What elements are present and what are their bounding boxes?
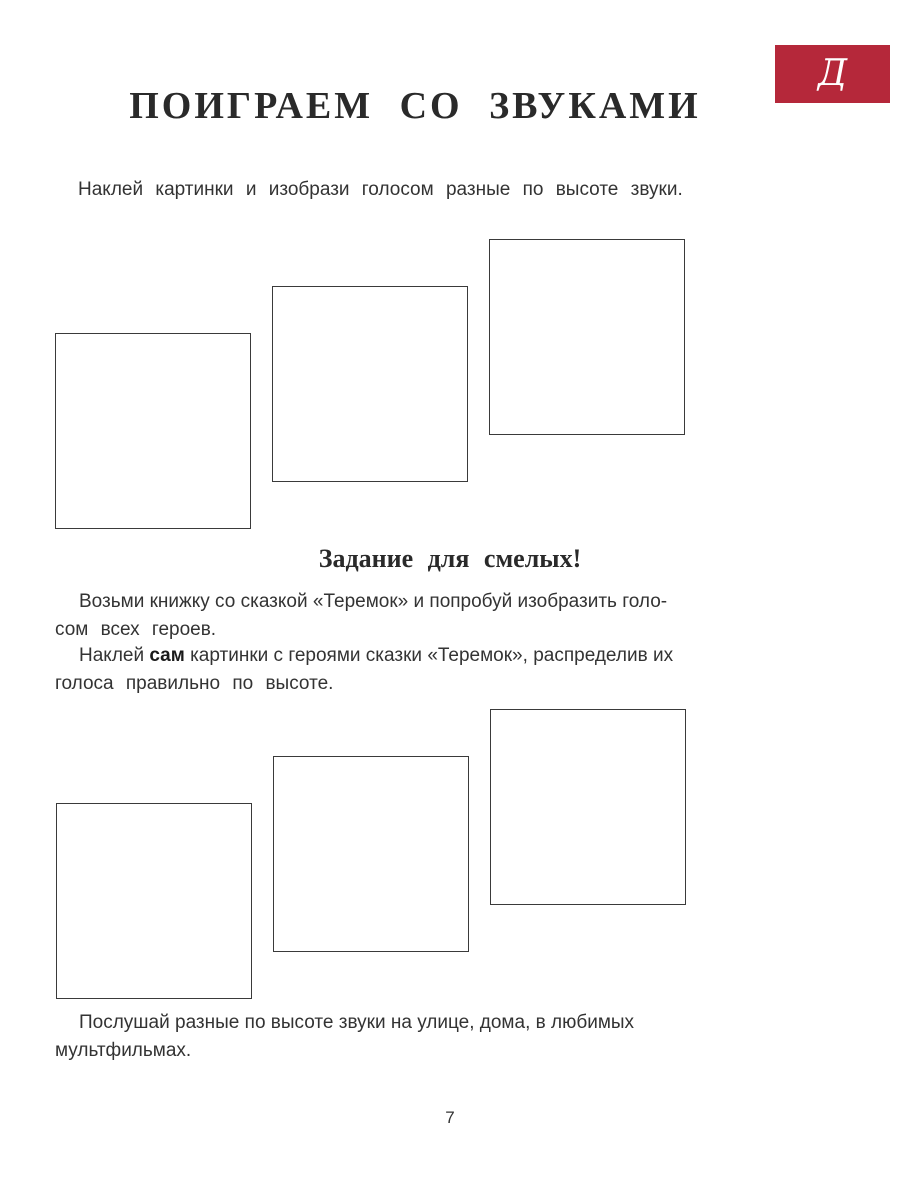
word: «Теремок», [427, 645, 528, 666]
word: по [244, 1012, 266, 1033]
word: в [535, 1012, 546, 1033]
word: звуки [338, 1012, 386, 1033]
sticker-box-high-2[interactable] [490, 709, 686, 905]
sticker-box-mid-2[interactable] [273, 756, 469, 952]
section-letter: Д [817, 53, 848, 94]
sticker-box-low-1[interactable] [55, 333, 251, 529]
word: с [273, 645, 284, 666]
word: картинки [190, 645, 269, 666]
word: разные [175, 1012, 240, 1033]
word: дома, [479, 1012, 531, 1033]
task-1-line-2: сом всех героев. [55, 619, 217, 640]
task-2-line-2: голоса правильно по высоте. [55, 673, 334, 694]
task-2-line-1 [55, 642, 853, 670]
word: голо- [622, 591, 668, 612]
word: высоте [270, 1012, 334, 1033]
word: Послушай [79, 1012, 170, 1033]
emphasized-word: сам [149, 645, 185, 666]
instruction-text: Наклей картинки и изобрази голосом разные по высоте звуки. [78, 179, 683, 200]
closing-line-1 [55, 1009, 853, 1037]
task-paragraph-1 [55, 588, 853, 644]
sticker-box-mid-1[interactable] [272, 286, 468, 482]
word: любимых [551, 1012, 635, 1033]
sticker-box-high-1[interactable] [489, 239, 685, 435]
word: со [215, 591, 236, 612]
word: книжку [149, 591, 210, 612]
word: Возьми [79, 591, 145, 612]
word: изобразить [517, 591, 617, 612]
section-subtitle: Задание для смелых! [318, 544, 582, 573]
task-paragraph-2 [55, 642, 853, 698]
word: сказки [365, 645, 423, 666]
closing-paragraph [55, 1009, 853, 1065]
word: распределив [533, 645, 648, 666]
word: сказкой [240, 591, 308, 612]
word: героями [288, 645, 361, 666]
word: улице, [417, 1012, 475, 1033]
word: их [652, 645, 674, 666]
page-title: ПОИГРАЕМ СО ЗВУКАМИ [129, 85, 701, 127]
task-1-line-1 [55, 588, 853, 616]
word: на [390, 1012, 412, 1033]
word: попробуй [429, 591, 513, 612]
sticker-box-low-2[interactable] [56, 803, 252, 999]
word: и [413, 591, 425, 612]
closing-line-2: мультфильмах. [55, 1040, 192, 1061]
page-number: 7 [445, 1108, 455, 1127]
word: «Теремок» [312, 591, 409, 612]
word: Наклей [79, 645, 145, 666]
